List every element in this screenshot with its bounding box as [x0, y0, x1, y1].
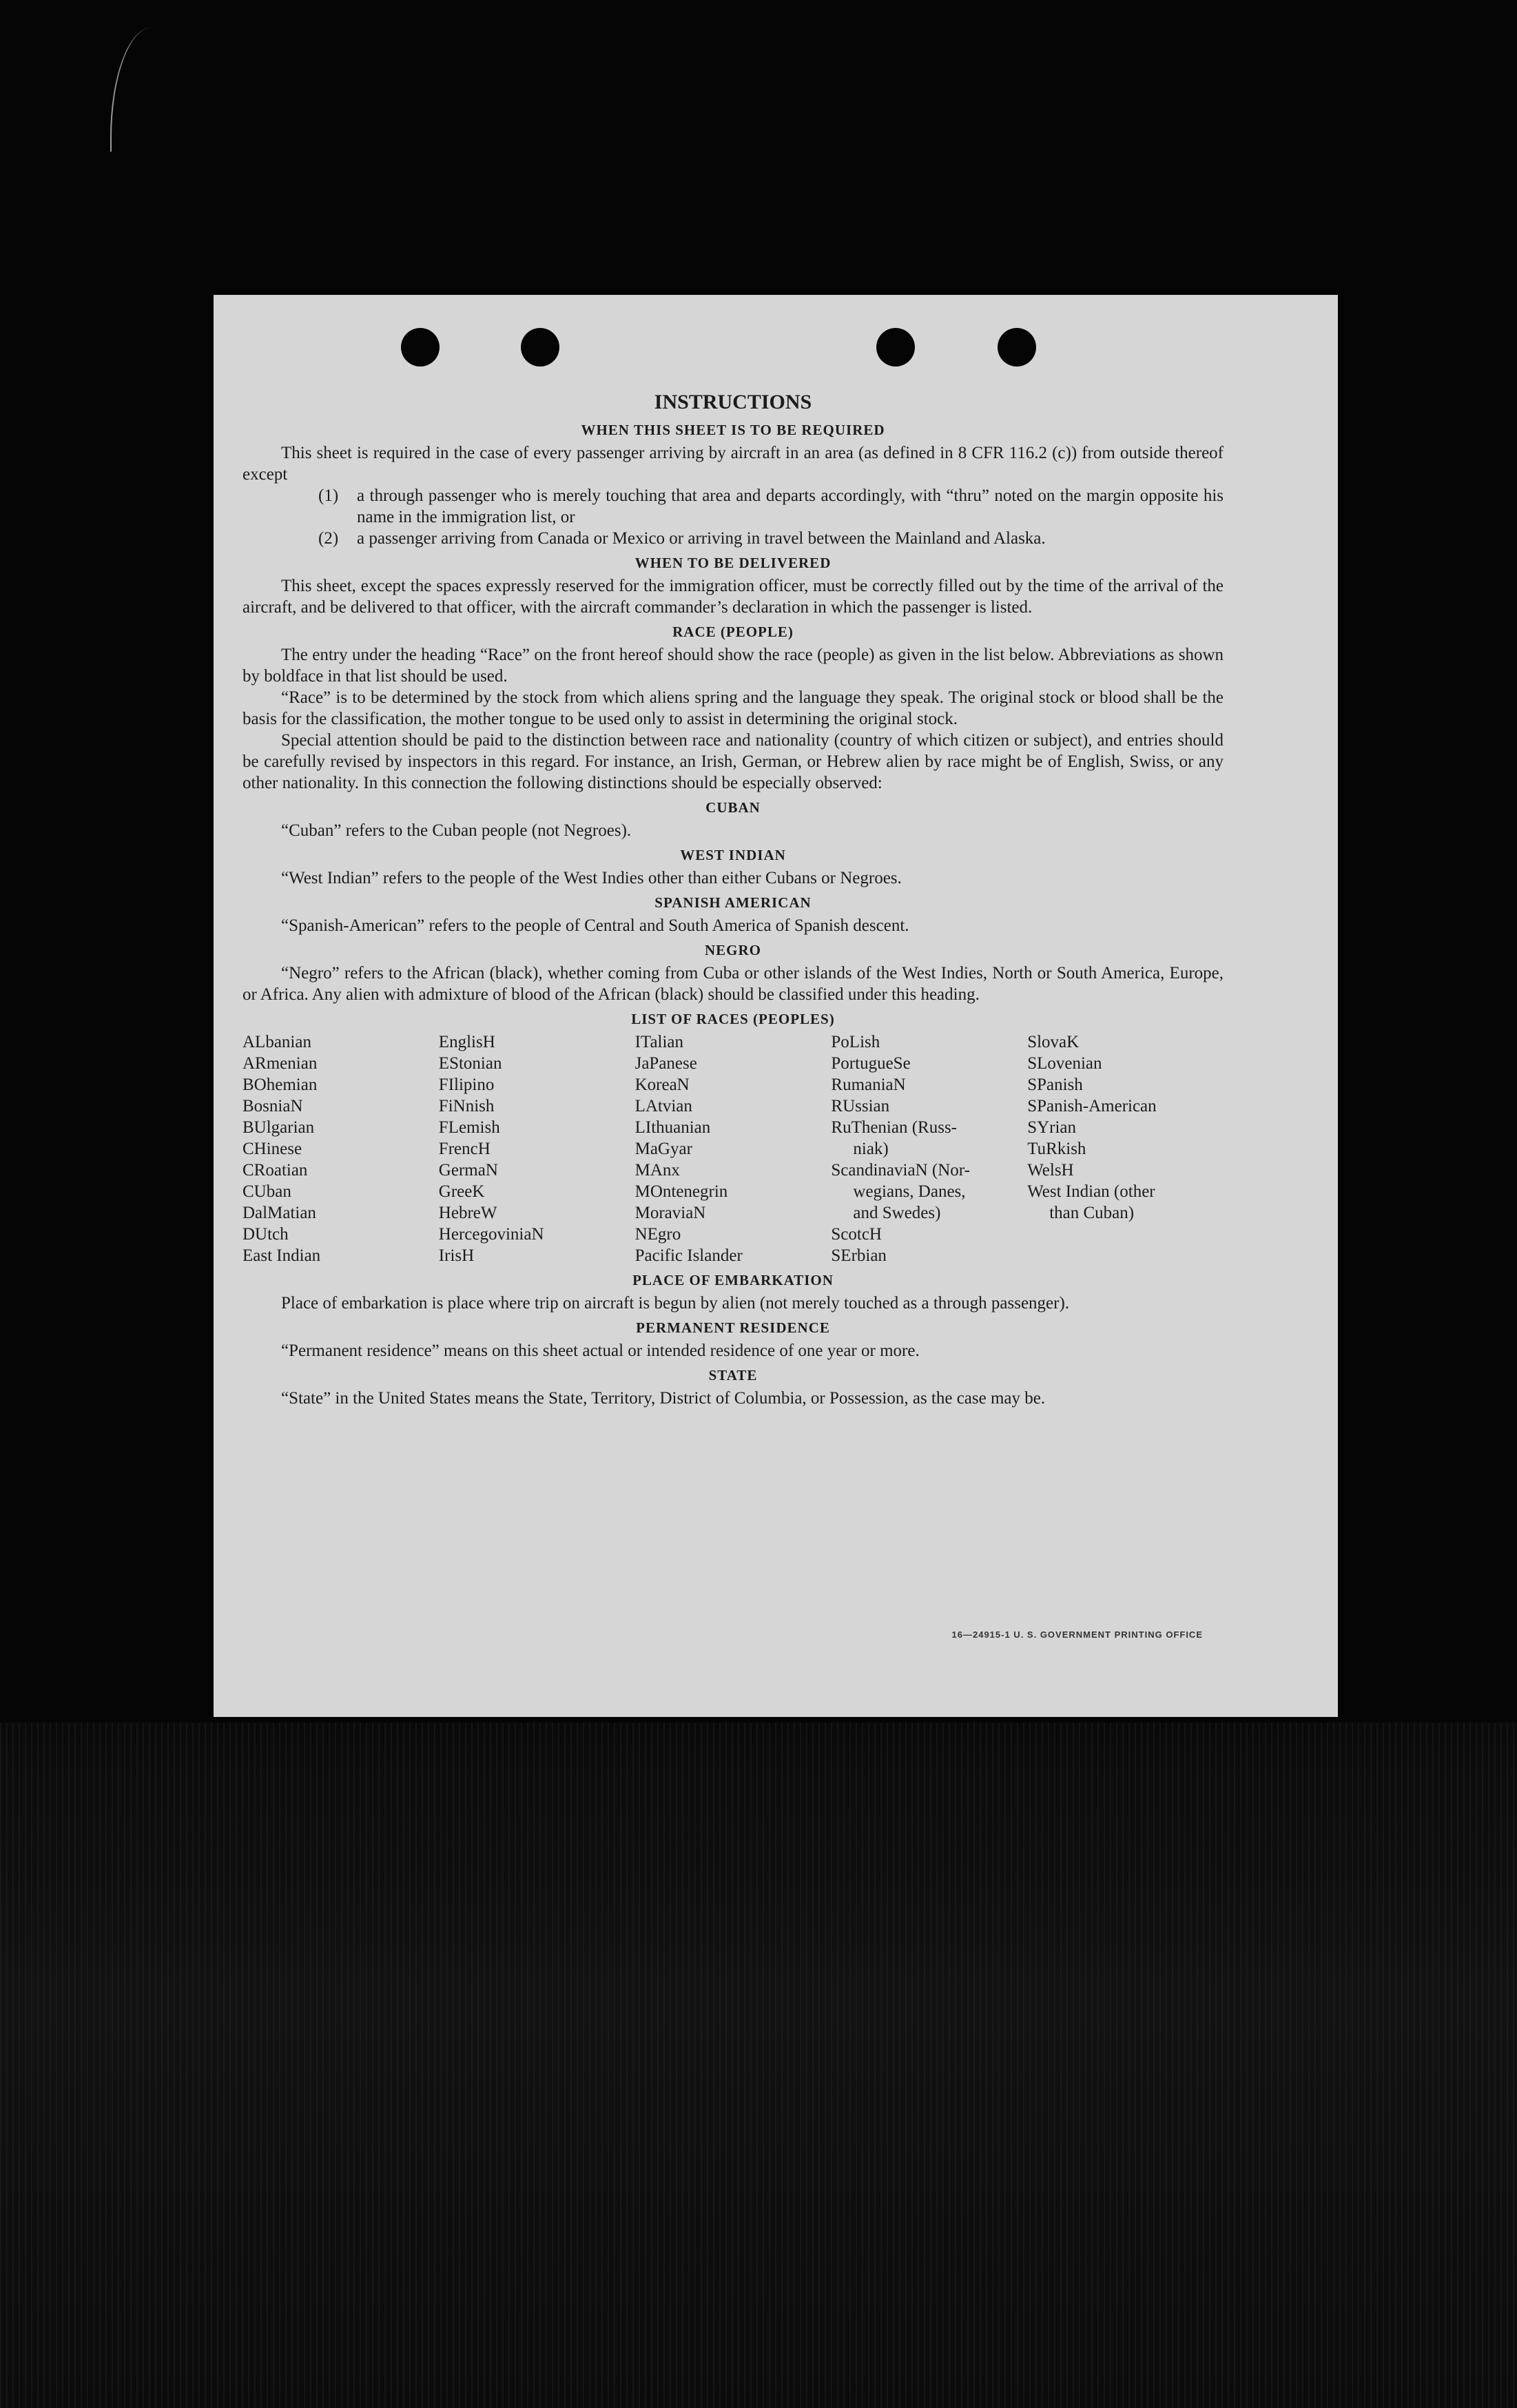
race-entry: DUtch: [242, 1225, 289, 1244]
section-heading: NEGRO: [704, 942, 761, 958]
race-entry: LIthuanian: [634, 1118, 711, 1137]
race-entry: HercegoviniaN: [438, 1225, 544, 1244]
race-entry: MAnx: [634, 1161, 680, 1180]
race-entry: KoreaN: [634, 1076, 690, 1094]
race-entry: DalMatian: [242, 1204, 316, 1222]
section-heading: PLACE OF EMBARKATION: [632, 1272, 834, 1288]
paragraph: “Cuban” refers to the Cuban people (not Negroes).: [281, 821, 632, 840]
race-entry: and Swedes): [853, 1204, 941, 1222]
section-heading: WHEN TO BE DELIVERED: [634, 555, 832, 571]
race-entry: than Cuban): [1049, 1204, 1135, 1222]
races-column: [635, 1031, 832, 1266]
paragraph: Place of embarkation is place where trip on aircraft is begun by alien (not merely touched as a through passenger).: [281, 1294, 1070, 1313]
sheet-content: [242, 390, 1224, 1409]
page-title: INSTRUCTIONS: [654, 391, 812, 413]
item-number: (1): [318, 486, 339, 505]
race-entry: SlovaK: [1027, 1033, 1080, 1051]
item-number: (2): [318, 529, 339, 548]
section-heading: PERMANENT RESIDENCE: [636, 1319, 830, 1336]
paragraph: “West Indian” refers to the people of the West Indies other than either Cubans or Negroes.: [281, 869, 902, 887]
printing-office-code: 16—24915-1 U. S. GOVERNMENT PRINTING OFFICE: [951, 1629, 1203, 1640]
item-text: a through passenger who is merely touching that area and departs accordingly, with “thru” noted on the margin opposite his name in the immigration list, or: [357, 486, 1224, 526]
race-entry: PortugueSe: [831, 1054, 911, 1073]
list-item: [242, 528, 1224, 549]
race-entry: NEgro: [634, 1225, 681, 1244]
races-list: [242, 1031, 1224, 1266]
punch-hole: [876, 328, 915, 367]
margin-pen-mark: [110, 28, 160, 152]
section-heading: LIST OF RACES (PEOPLES): [631, 1011, 835, 1027]
race-entry: EStonian: [438, 1054, 502, 1073]
race-entry: ScandinaviaN (Nor-: [831, 1161, 970, 1180]
race-entry: CRoatian: [242, 1161, 308, 1180]
race-entry: RUssian: [831, 1097, 890, 1115]
paragraph: Special attention should be paid to the distinction between race and nationality (country of which citizen or subject), and entries should be carefully revised by inspectors in this regard. For instance, an Irish, German, or Hebrew alien by race might be of English, Swiss, or any other nationality. In this connection the following distinctions should be especially observed:: [242, 731, 1224, 792]
race-entry: Pacific Islander: [634, 1246, 743, 1265]
race-entry: MOntenegrin: [634, 1182, 728, 1201]
race-entry: SPanish: [1027, 1076, 1083, 1094]
race-entry: EnglisH: [438, 1033, 495, 1051]
paragraph: “State” in the United States means the State, Territory, District of Columbia, or Possession, as the case may be.: [281, 1389, 1046, 1408]
list-item: [242, 485, 1224, 528]
paragraph: “Race” is to be determined by the stock from which aliens spring and the language they speak. The original stock or blood shall be the basis for the classification, the mother tongue to be used only to assist in determining the original stock.: [242, 688, 1224, 728]
race-entry: BUlgarian: [242, 1118, 315, 1137]
race-entry: RuThenian (Russ-: [831, 1118, 958, 1137]
race-entry: BosniaN: [242, 1097, 303, 1115]
section-heading: SPANISH AMERICAN: [654, 894, 812, 911]
races-column: [242, 1031, 439, 1266]
race-entry: TuRkish: [1027, 1140, 1086, 1158]
race-entry: SErbian: [831, 1246, 887, 1265]
section-heading: STATE: [708, 1367, 758, 1383]
race-entry: niak): [853, 1140, 889, 1158]
race-entry: SLovenian: [1027, 1054, 1102, 1073]
scan-background: [0, 1722, 1517, 2408]
paragraph: This sheet is required in the case of every passenger arriving by aircraft in an area (as defined in 8 CFR 116.2 (c)) from outside thereof except: [242, 444, 1224, 484]
races-column: [1027, 1031, 1224, 1266]
race-entry: ScotcH: [831, 1225, 882, 1244]
races-column: [439, 1031, 635, 1266]
race-entry: FiNnish: [438, 1097, 495, 1115]
race-entry: RumaniaN: [831, 1076, 906, 1094]
section-heading: RACE (PEOPLE): [672, 624, 794, 640]
item-text: a passenger arriving from Canada or Mexico or arriving in travel between the Mainland and Alaska.: [357, 529, 1046, 548]
race-entry: GreeK: [438, 1182, 485, 1201]
race-entry: GermaN: [438, 1161, 498, 1180]
race-entry: ALbanian: [242, 1033, 311, 1051]
race-entry: HebreW: [438, 1204, 497, 1222]
race-entry: FLemish: [438, 1118, 500, 1137]
race-entry: JaPanese: [634, 1054, 697, 1073]
paragraph: “Negro” refers to the African (black), whether coming from Cuba or other islands of the West Indies, North or South America, Europe, or Africa. Any alien with admixture of blood of the African (black) should be classified under this heading.: [242, 964, 1224, 1004]
paragraph: “Spanish-American” refers to the people of Central and South America of Spanish descent.: [281, 916, 909, 935]
race-entry: CUban: [242, 1182, 291, 1201]
race-entry: LAtvian: [634, 1097, 692, 1115]
race-entry: MaGyar: [634, 1140, 692, 1158]
section-heading: CUBAN: [705, 799, 761, 816]
punch-hole: [401, 328, 440, 367]
race-entry: IrisH: [438, 1246, 475, 1265]
race-entry: FIlipino: [438, 1076, 495, 1094]
race-entry: ITalian: [634, 1033, 684, 1051]
punch-hole: [998, 328, 1036, 367]
races-column: [831, 1031, 1027, 1266]
instruction-sheet: [214, 295, 1338, 1717]
race-entry: WelsH: [1027, 1161, 1074, 1180]
race-entry: SYrian: [1027, 1118, 1077, 1137]
section-heading: WHEN THIS SHEET IS TO BE REQUIRED: [581, 422, 885, 438]
race-entry: CHinese: [242, 1140, 302, 1158]
paragraph: “Permanent residence” means on this sheet actual or intended residence of one year or more.: [281, 1341, 920, 1360]
race-entry: BOhemian: [242, 1076, 318, 1094]
punch-hole: [521, 328, 559, 367]
race-entry: FrencH: [438, 1140, 491, 1158]
race-entry: ARmenian: [242, 1054, 318, 1073]
section-heading: WEST INDIAN: [680, 847, 786, 863]
race-entry: East Indian: [242, 1246, 321, 1265]
race-entry: West Indian (other: [1027, 1182, 1155, 1201]
race-entry: MoraviaN: [634, 1204, 706, 1222]
paragraph: The entry under the heading “Race” on the front hereof should show the race (people) as given in the list below. Abbreviations as shown by boldface in that list should be used.: [242, 646, 1224, 686]
paragraph: This sheet, except the spaces expressly reserved for the immigration officer, must be correctly filled out by the time of the arrival of the aircraft, and be delivered to that officer, with the aircraft commander’s declaration in which the passenger is listed.: [242, 577, 1224, 617]
race-entry: SPanish-American: [1027, 1097, 1157, 1115]
race-entry: wegians, Danes,: [853, 1182, 966, 1201]
race-entry: PoLish: [831, 1033, 880, 1051]
